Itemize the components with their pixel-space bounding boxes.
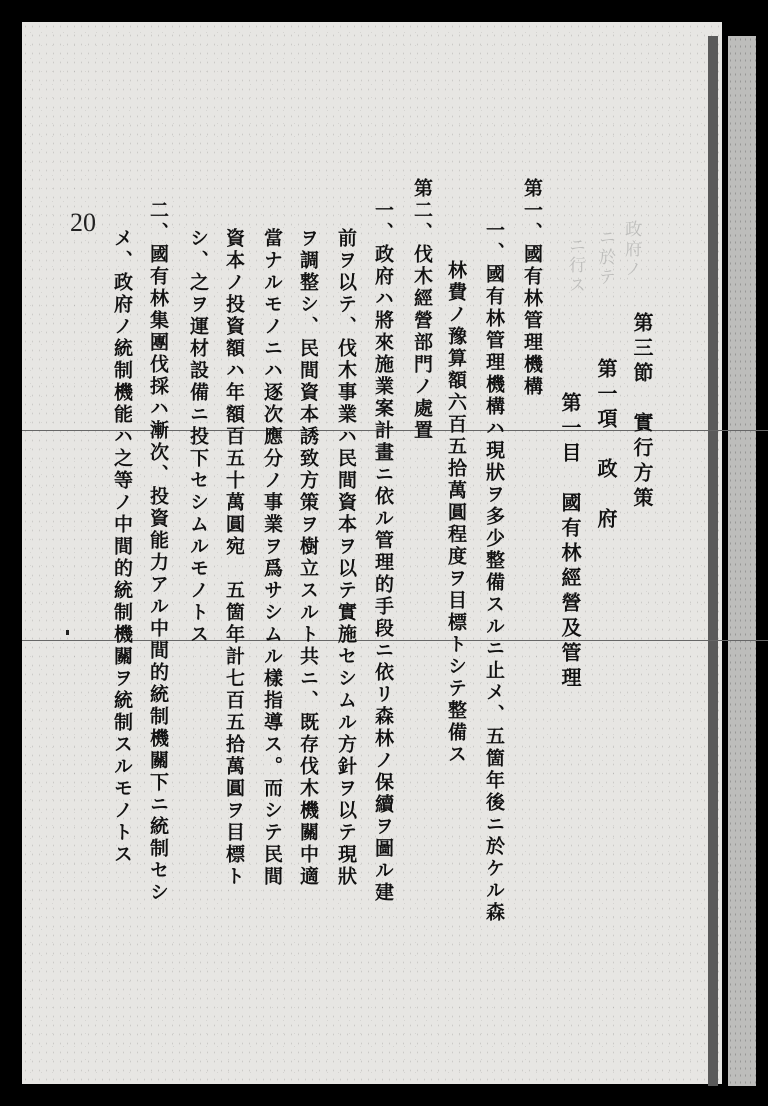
section-title: 第三節 實行方策 xyxy=(630,312,654,512)
bleed-through-text: ニ行ス xyxy=(565,236,585,296)
paragraph-2-line: シ、之ヲ運材設備ニ投下セシムルモノトス xyxy=(187,228,209,646)
paragraph-1-line: 林費ノ豫算額六百五拾萬圓程度ヲ目標トシテ整備ス xyxy=(445,260,467,766)
paragraph-2-line: 資本ノ投資額ハ年額百五十萬圓宛 五箇年計七百五拾萬圓ヲ目標ト xyxy=(223,228,245,888)
scan-line xyxy=(22,430,768,431)
adjacent-page-strip xyxy=(728,36,756,1086)
ink-mark xyxy=(66,630,69,635)
heading-1: 第一、國有林管理機構 xyxy=(521,178,543,398)
paragraph-2-line: 一、政府ハ將來施業案計畫ニ依ル管理的手段ニ依リ森林ノ保續ヲ圖ル建 xyxy=(372,200,394,904)
bleed-through-text: ニ於テ xyxy=(595,228,615,288)
item-title: 第一項 政 府 xyxy=(594,358,618,533)
heading-2: 第二、伐木經營部門ノ處置 xyxy=(411,178,433,442)
page-number: 20 xyxy=(70,208,96,237)
scan-line xyxy=(22,640,768,641)
paragraph-2-line: 前ヲ以テ、伐木事業ハ民間資本ヲ以テ實施セシムル方針ヲ以テ現狀 xyxy=(335,228,357,888)
page-edge xyxy=(708,36,718,1086)
paragraph-3-line: 二、國有林集團伐採ハ漸次、投資能力アル中間的統制機關下ニ統制セシ xyxy=(147,200,169,904)
paragraph-2-line: 當ナルモノニハ逐次應分ノ事業ヲ爲サシムル樣指導ス。而シテ民間 xyxy=(261,228,283,888)
subitem-title: 第一目 國有林經營及管理 xyxy=(558,392,582,692)
bleed-through-text: 政府ノ xyxy=(621,220,641,280)
paragraph-2-line: ヲ調整シ、民間資本誘致方策ヲ樹立スルト共ニ、既存伐木機關中適 xyxy=(297,228,319,888)
paragraph-1-line: 一、國有林管理機構ハ現狀ヲ多少整備スルニ止メ、五箇年後ニ於ケル森 xyxy=(483,220,505,924)
paragraph-3-line: メ、政府ノ統制機能ハ之等ノ中間的統制機關ヲ統制スルモノトス xyxy=(111,228,133,866)
